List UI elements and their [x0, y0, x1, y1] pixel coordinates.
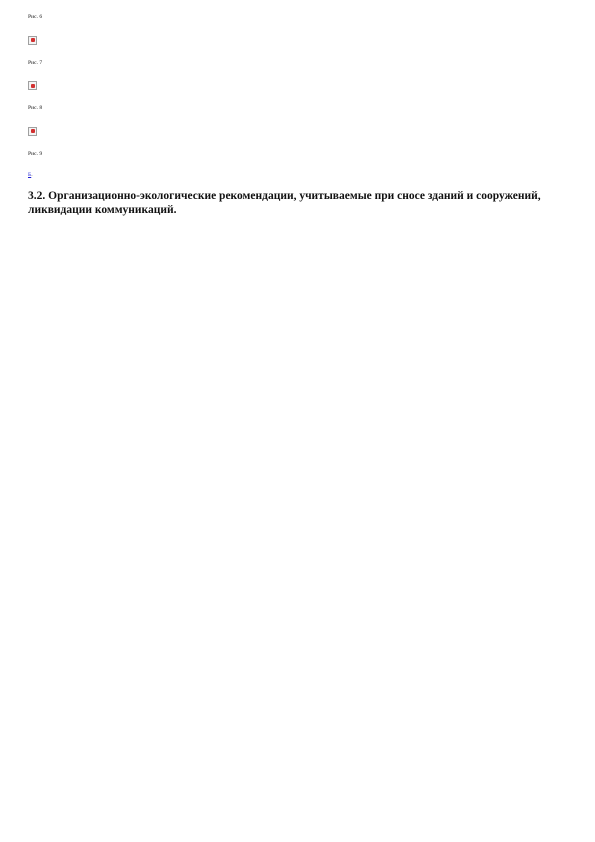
figure-label: Рис. 8 [28, 105, 43, 112]
figure-image [28, 81, 567, 93]
broken-image-icon [28, 36, 37, 45]
figure-image [28, 36, 567, 48]
figure-image [28, 127, 567, 139]
section-heading: 3.2. Организационно-экологические рекомендации, учитываемые при сносе зданий и сооружений, ликвидации коммуникаций. [28, 189, 541, 216]
paragraph [28, 172, 567, 180]
paragraph-text: . [31, 172, 33, 179]
figure-label: Рис. 7 [28, 59, 43, 66]
figure-label: Рис. 6 [28, 14, 43, 20]
appendix-link[interactable]: Б [28, 172, 32, 179]
broken-image-icon [28, 81, 37, 90]
broken-image-icon [28, 127, 37, 136]
figure-label: Рис. 9 [28, 150, 43, 157]
